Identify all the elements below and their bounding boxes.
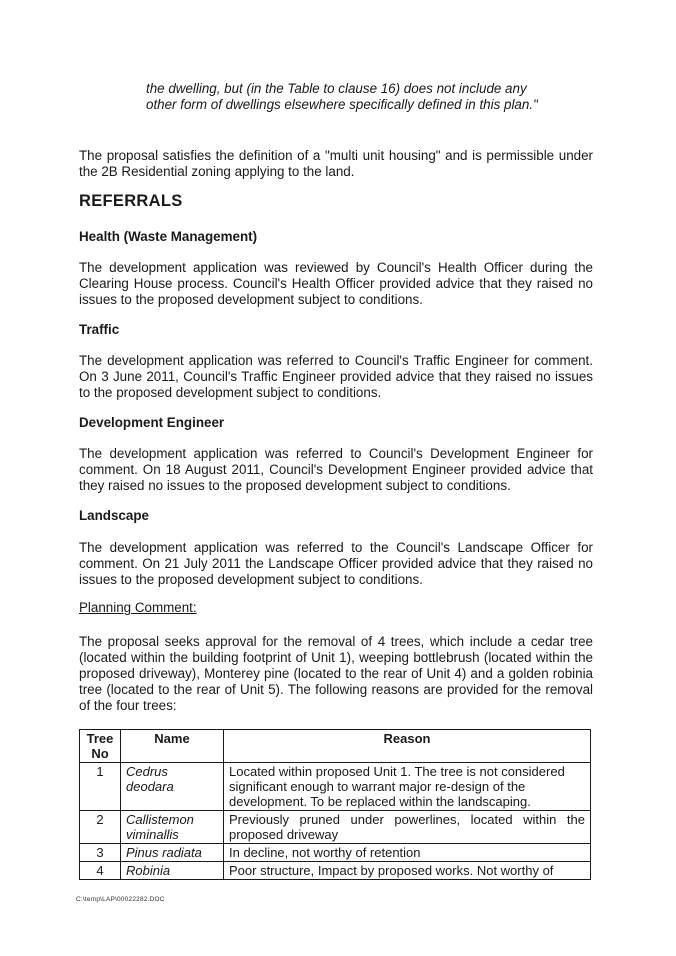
tree-no-cell: 1 bbox=[80, 763, 121, 811]
tree-name-cell: Pinus radiata bbox=[121, 844, 224, 862]
table-row bbox=[80, 763, 591, 811]
traffic-paragraph: The development application was referred to Council's Traffic Engineer for comment. On 3 June 2011, Council's Traffic Engineer provided advice that they raised no issues to the proposed development subject to conditions. bbox=[79, 353, 593, 400]
landscape-paragraph: The development application was referred to the Council's Landscape Officer for comment. On 21 July 2011 the Landscape Officer provided advice that they raised no issues to the proposed development subject to conditions. bbox=[79, 540, 593, 587]
landscape-heading: Landscape bbox=[79, 508, 149, 523]
tree-name-cell: Callistemon viminallis bbox=[121, 811, 224, 844]
tree-name-cell: Cedrus deodara bbox=[121, 763, 224, 811]
table-header-row bbox=[80, 730, 591, 763]
traffic-heading: Traffic bbox=[79, 322, 120, 337]
table-row bbox=[80, 844, 591, 862]
file-path-footer: C:\temp\LAP\00022282.DOC bbox=[76, 896, 165, 903]
planning-comment-heading: Planning Comment: bbox=[79, 600, 197, 615]
tree-no-cell: 4 bbox=[80, 862, 121, 880]
tree-name-cell: Robinia bbox=[121, 862, 224, 880]
development-engineer-paragraph: The development application was referred to Council's Development Engineer for comment. On 18 August 2011, Council's Development Engineer provided advice that they raised no issues to the proposed development subject to conditions. bbox=[79, 446, 593, 493]
header-tree-no: Tree No bbox=[80, 730, 121, 763]
tree-no-cell: 3 bbox=[80, 844, 121, 862]
health-paragraph: The development application was reviewed by Council's Health Officer during the Clearing House process. Council's Health Officer provided advice that they raised no issues to the proposed development subject to conditions. bbox=[79, 260, 593, 307]
development-engineer-heading: Development Engineer bbox=[79, 415, 225, 430]
tree-reason-cell: In decline, not worthy of retention bbox=[224, 844, 591, 862]
tree-reason-cell: Poor structure, Impact by proposed works. Not worthy of bbox=[224, 862, 591, 880]
zoning-definition-quote: the dwelling, but (in the Table to clause 16) does not include any other form of dwellings elsewhere specifically defined in this plan." bbox=[146, 81, 538, 112]
header-name: Name bbox=[121, 730, 224, 763]
health-heading: Health (Waste Management) bbox=[79, 229, 258, 244]
tree-reason-cell: Located within proposed Unit 1. The tree is not considered significant enough to warrant major re-design of the development. To be replaced within the landscaping. bbox=[224, 763, 591, 811]
tree-removal-table bbox=[79, 729, 591, 880]
planning-comment-paragraph: The proposal seeks approval for the removal of 4 trees, which include a cedar tree (located within the building footprint of Unit 1), weeping bottlebrush (located within the proposed driveway), Monterey pine (located to the rear of Unit 4) and a golden robinia tree (located to the rear of Unit 5). The following reasons are provided for the removal of the four trees: bbox=[79, 634, 593, 713]
tree-reason-cell: Previously pruned under powerlines, located within the proposed driveway bbox=[224, 811, 591, 844]
table-row bbox=[80, 862, 591, 880]
permissibility-paragraph: The proposal satisfies the definition of a "multi unit housing" and is permissible under the 2B Residential zoning applying to the land. bbox=[79, 148, 593, 179]
table-row bbox=[80, 811, 591, 844]
tree-no-cell: 2 bbox=[80, 811, 121, 844]
referrals-heading: REFERRALS bbox=[79, 192, 183, 210]
header-reason: Reason bbox=[224, 730, 591, 763]
